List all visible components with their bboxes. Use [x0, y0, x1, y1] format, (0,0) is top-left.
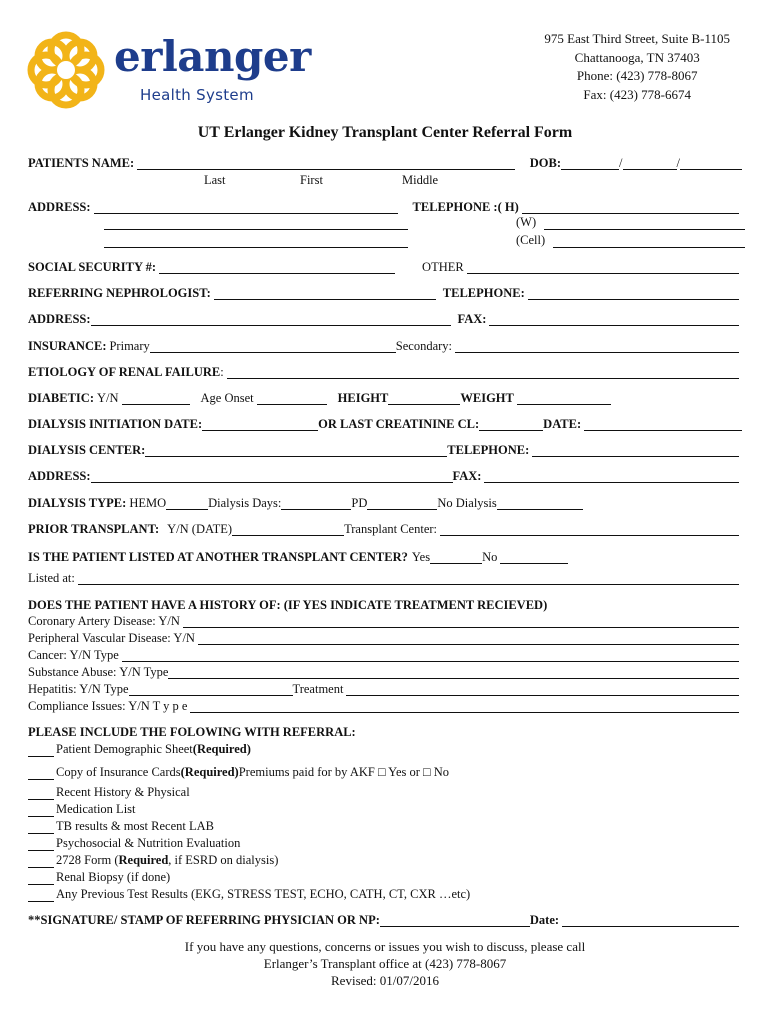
weight-label: WEIGHT [460, 391, 514, 405]
listed-at-field[interactable] [78, 573, 739, 585]
patient-address-line-1[interactable] [94, 202, 398, 214]
hemo-label: HEMO [129, 496, 167, 510]
listed-no-field[interactable] [500, 552, 568, 564]
history-physical-checkbox-line[interactable] [28, 788, 54, 800]
prior-transplant-label: PRIOR TRANSPLANT: [28, 522, 160, 536]
first-name-caption: First [300, 173, 323, 187]
dob-sep-2: / [676, 156, 680, 170]
include-item-2728 [28, 853, 278, 868]
substance-label: Substance Abuse: Y/N Type [28, 665, 169, 679]
dialysis-center-label: DIALYSIS CENTER: [28, 443, 146, 457]
age-onset-field[interactable] [257, 393, 327, 405]
diabetic-row [28, 391, 742, 405]
history-cancer-row [28, 648, 742, 662]
cancer-label: Cancer: Y/N Type [28, 648, 119, 662]
telephone-work-label: (W) [516, 215, 537, 229]
include-item-tb-lab [28, 819, 214, 834]
tb-lab-checkbox-line[interactable] [28, 822, 54, 834]
logo-wordmark: erlanger [114, 32, 311, 81]
dialysis-type-row [28, 496, 742, 510]
form-title: UT Erlanger Kidney Transplant Center Referral Form [197, 124, 573, 141]
signature-field[interactable] [380, 915, 530, 927]
biopsy-checkbox-line[interactable] [28, 873, 54, 885]
nephrologist-address-field[interactable] [91, 314, 451, 326]
form-2728-label-c: , if ESRD on dialysis) [168, 853, 279, 867]
footer-note [0, 938, 770, 989]
nephrologist-fax-field[interactable] [489, 314, 739, 326]
dob-day-field[interactable] [623, 158, 677, 170]
akf-premium-label: Premiums paid for by AKF □ Yes or □ No [238, 765, 449, 779]
hepatitis-label: Hepatitis: Y/N Type [28, 682, 129, 696]
include-heading: PLEASE INCLUDE THE FOLOWING WITH REFERRAL: [28, 725, 356, 739]
compliance-field[interactable] [190, 701, 739, 713]
creatinine-field[interactable] [479, 419, 543, 431]
height-field[interactable] [388, 393, 460, 405]
dialysis-center-row [28, 443, 742, 457]
dialysis-center-telephone-label: TELEPHONE: [447, 443, 530, 457]
history-physical-label: Recent History & Physical [56, 785, 190, 799]
etiology-colon: : [220, 365, 224, 379]
nephrologist-address-row [28, 312, 742, 326]
listed-no-label: No [482, 550, 498, 564]
listed-yes-field[interactable] [430, 552, 482, 564]
telephone-work-field[interactable] [544, 218, 745, 230]
hepatitis-treatment-label: Treatment [292, 682, 344, 696]
patient-address-line-2[interactable] [104, 218, 408, 230]
dialysis-initiation-label: DIALYSIS INITIATION DATE: [28, 417, 203, 431]
no-dialysis-label: No Dialysis [437, 496, 497, 510]
cad-label: Coronary Artery Disease: Y/N [28, 614, 180, 628]
patient-address-label: ADDRESS: [28, 200, 91, 214]
prior-transplant-row [28, 522, 742, 536]
address-line-1: 975 East Third Street, Suite B-1105 [544, 31, 730, 46]
nephrologist-telephone-label: TELEPHONE: [442, 286, 525, 300]
insurance-label: INSURANCE: [28, 339, 107, 353]
listed-question-row [28, 550, 742, 564]
etiology-label: ETIOLOGY OF RENAL FAILURE [28, 365, 221, 379]
patient-address-line-3[interactable] [104, 236, 408, 248]
middle-name-caption: Middle [402, 173, 439, 187]
insurance-cards-checkbox-line[interactable] [28, 768, 54, 780]
nephrologist-row [28, 286, 742, 300]
patient-name-label: PATIENTS NAME: [28, 156, 135, 170]
etiology-row [28, 365, 742, 379]
form-2728-checkbox-line[interactable] [28, 856, 54, 868]
weight-field[interactable] [517, 393, 611, 405]
no-dialysis-field[interactable] [497, 498, 583, 510]
dob-sep-1: / [619, 156, 623, 170]
tb-lab-label: TB results & most Recent LAB [56, 819, 214, 833]
ssn-label: SOCIAL SECURITY #: [28, 260, 157, 274]
insurance-cards-label: Copy of Insurance Cards [56, 765, 181, 779]
listed-yes-label: Yes [411, 550, 431, 564]
insurance-secondary-label: Secondary: [395, 339, 452, 353]
telephone-cell-field[interactable] [553, 236, 745, 248]
include-item-demographic [28, 742, 251, 757]
biopsy-label: Renal Biopsy (if done) [56, 870, 171, 884]
test-results-label: Any Previous Test Results (EKG, STRESS TEST, ECHO, CATH, CT, CXR …etc) [56, 887, 471, 901]
dialysis-address-label: ADDRESS: [28, 469, 91, 483]
pvd-field[interactable] [198, 633, 739, 645]
signature-label: **SIGNATURE/ STAMP OF REFERRING PHYSICIAN OR NP: [28, 913, 380, 927]
hepatitis-type-field[interactable] [129, 684, 293, 696]
listed-question-label: IS THE PATIENT LISTED AT ANOTHER TRANSPLANT CENTER? [28, 550, 408, 564]
cad-field[interactable] [183, 616, 739, 628]
dialysis-initiation-row [28, 417, 742, 431]
include-item-history-physical [28, 785, 190, 800]
dob-month-field[interactable] [561, 158, 619, 170]
flower-logo-icon [24, 28, 108, 112]
creatinine-label: OR LAST CREATININE CL: [318, 417, 480, 431]
footer-line-2: Erlanger’s Transplant office at (423) 778-8067 [263, 956, 507, 971]
insurance-cards-required: (Required) [180, 765, 239, 779]
dialysis-center-telephone-field[interactable] [532, 445, 739, 457]
hepatitis-treatment-field[interactable] [346, 684, 739, 696]
footer-revised: Revised: 01/07/2016 [331, 973, 439, 988]
prior-transplant-yn-date: Y/N (DATE) [167, 522, 233, 536]
diabetic-field[interactable] [122, 393, 190, 405]
transplant-center-field[interactable] [440, 524, 739, 536]
telephone-home-field[interactable] [522, 202, 739, 214]
nephrologist-telephone-field[interactable] [528, 288, 739, 300]
history-compliance-row [28, 699, 742, 713]
transplant-center-label: Transplant Center: [344, 522, 438, 536]
ssn-field[interactable] [159, 262, 395, 274]
contact-address-block [544, 30, 730, 104]
include-item-medication [28, 802, 136, 817]
psychosocial-checkbox-line[interactable] [28, 839, 54, 851]
creatinine-date-field[interactable] [584, 419, 742, 431]
insurance-secondary-field[interactable] [455, 341, 739, 353]
nephrologist-label: REFERRING NEPHROLOGIST: [28, 286, 211, 300]
listed-at-row [28, 571, 742, 585]
dialysis-days-label: Dialysis Days: [208, 496, 282, 510]
history-cad-row [28, 614, 742, 628]
pd-field[interactable] [367, 498, 437, 510]
insurance-primary-label: Primary [109, 339, 150, 353]
footer-line-1: If you have any questions, concerns or issues you wish to discuss, please call [184, 939, 586, 954]
include-item-psychosocial [28, 836, 240, 851]
other-field[interactable] [467, 262, 739, 274]
history-hepatitis-row [28, 682, 742, 696]
hemo-field[interactable] [166, 498, 208, 510]
insurance-primary-field[interactable] [150, 341, 396, 353]
dialysis-fax-field[interactable] [484, 471, 739, 483]
other-label: OTHER [422, 260, 464, 274]
ssn-row [28, 260, 742, 274]
demographic-label: Patient Demographic Sheet [56, 742, 193, 756]
form-2728-required: Required [118, 853, 169, 867]
dialysis-address-field[interactable] [91, 471, 453, 483]
dob-year-field[interactable] [680, 158, 742, 170]
etiology-field[interactable] [227, 367, 739, 379]
test-results-checkbox-line[interactable] [28, 890, 54, 902]
logo-subtitle: Health System [140, 86, 254, 104]
compliance-label: Compliance Issues: Y/N T y p e [28, 699, 188, 713]
height-label: HEIGHT [337, 391, 389, 405]
medication-checkbox-line[interactable] [28, 805, 54, 817]
patient-name-field[interactable] [137, 158, 515, 170]
dialysis-center-field[interactable] [145, 445, 447, 457]
address-line-2: Chattanooga, TN 37403 [574, 49, 700, 65]
last-name-caption: Last [204, 173, 226, 187]
telephone-home-label: TELEPHONE :( H) [412, 200, 519, 214]
signature-date-field[interactable] [562, 915, 739, 927]
include-item-biopsy [28, 870, 170, 885]
history-pvd-row [28, 631, 742, 645]
nephrologist-field[interactable] [214, 288, 436, 300]
form-2728-label-a: 2728 Form ( [56, 853, 119, 867]
substance-field[interactable] [168, 667, 739, 679]
age-onset-label: Age Onset [200, 391, 254, 405]
history-heading: DOES THE PATIENT HAVE A HISTORY OF: (IF YES INDICATE TREATMENT RECIEVED) [28, 598, 548, 612]
demographic-checkbox-line[interactable] [28, 745, 54, 757]
diabetic-label: DIABETIC: [28, 391, 94, 405]
dialysis-address-row [28, 469, 742, 483]
history-substance-row [28, 665, 742, 679]
dob-label: DOB: [529, 156, 562, 170]
cancer-field[interactable] [122, 650, 739, 662]
dialysis-type-label: DIALYSIS TYPE: [28, 496, 127, 510]
nephrologist-fax-label: FAX: [457, 312, 487, 326]
prior-transplant-date-field[interactable] [232, 524, 344, 536]
fax-line: Fax: (423) 778-6674 [583, 86, 691, 102]
patient-address-row [28, 200, 742, 214]
pd-label: PD [351, 496, 368, 510]
signature-row [28, 913, 742, 927]
pvd-label: Peripheral Vascular Disease: Y/N [28, 631, 195, 645]
dialysis-days-field[interactable] [281, 498, 351, 510]
demographic-required: (Required) [192, 742, 251, 756]
dialysis-fax-label: FAX: [452, 469, 482, 483]
creatinine-date-label: DATE: [543, 417, 582, 431]
patient-name-row [28, 156, 742, 170]
dialysis-initiation-field[interactable] [202, 419, 318, 431]
insurance-row [28, 339, 742, 353]
signature-date-label: Date: [529, 913, 560, 927]
telephone-cell-label: (Cell) [516, 233, 546, 247]
diabetic-yn: Y/N [97, 391, 119, 405]
erlanger-logo [24, 28, 324, 114]
include-item-test-results [28, 887, 470, 902]
nephrologist-address-label: ADDRESS: [28, 312, 91, 326]
medication-label: Medication List [56, 802, 136, 816]
psychosocial-label: Psychosocial & Nutrition Evaluation [56, 836, 241, 850]
listed-at-label: Listed at: [28, 571, 75, 585]
include-item-insurance [28, 765, 449, 780]
phone-line: Phone: (423) 778-8067 [576, 68, 698, 83]
